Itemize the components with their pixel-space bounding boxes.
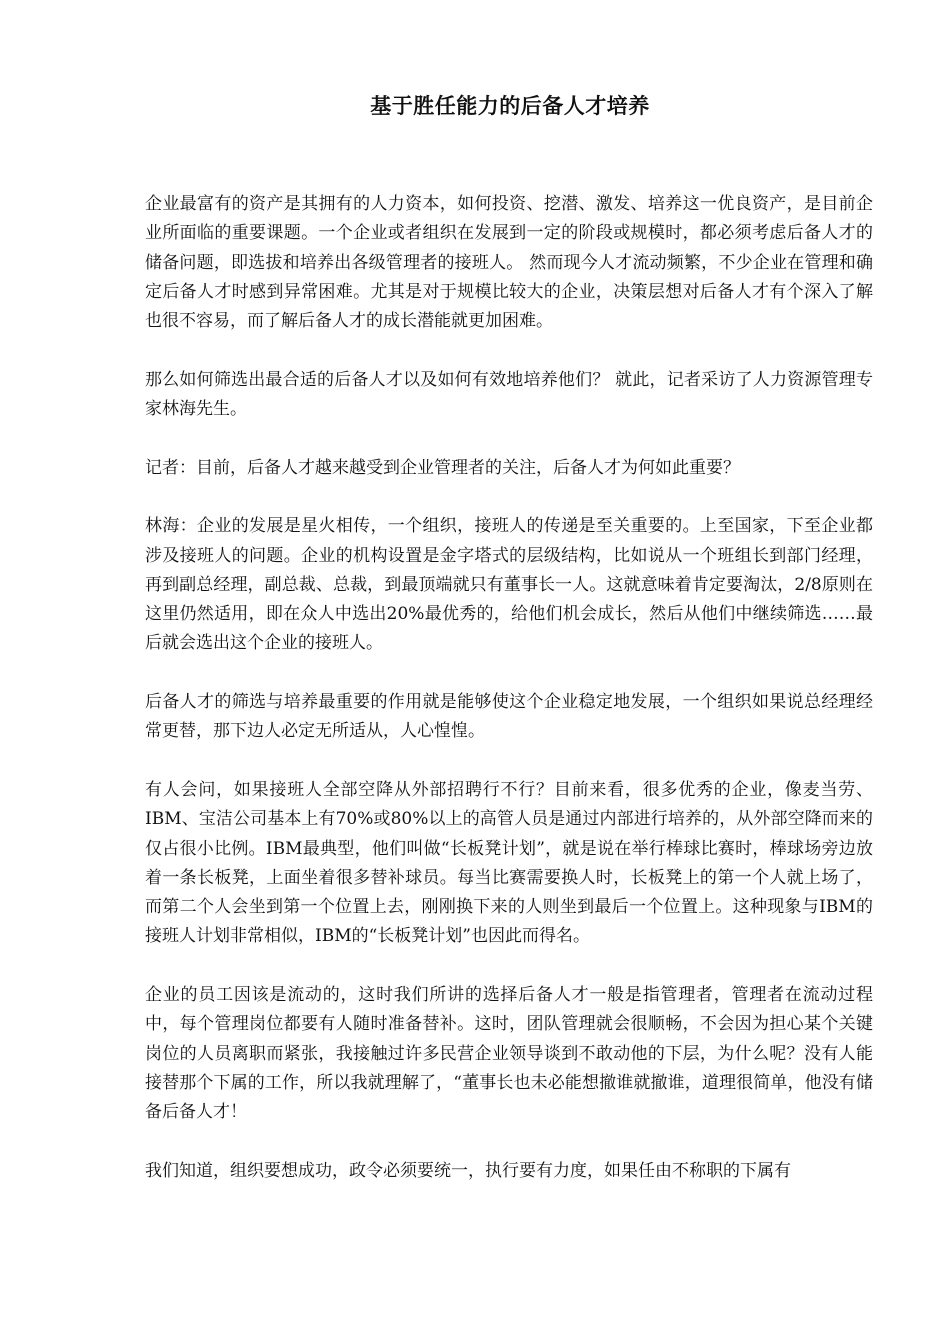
paragraph: 有人会问，如果接班人全部空降从外部招聘行不行？目前来看，很多优秀的企业，像麦当劳、IBM、宝洁公司基本上有70%或80%以上的高管人员是通过内部进行培养的，从外部空降而来的仅占很小比例。IBM最典型，他们叫做“长板凳计划”，就是说在举行棒球比赛时，棒球场旁边放着一条长板凳，上面坐着很多替补球员。每当比赛需要换人时，长板凳上的第一个人就上场了，而第二个人会坐到第一个位置上去，刚刚换下来的人则坐到最后一个位置上。这种现象与IBM的接班人计划非常相似，IBM的“长板凳计划”也因此而得名。 <box>145 779 873 947</box>
paragraph: 林海：企业的发展是星火相传，一个组织，接班人的传递是至关重要的。上至国家，下至企业都涉及接班人的问题。企业的机构设置是金字塔式的层级结构，比如说从一个班组长到部门经理，再到副总经理，副总裁、总裁，到最顶端就只有董事长一人。这就意味着肯定要淘汰，2/8原则在这里仍然适用，即在众人中选出20%最优秀的，给他们机会成长，然后从他们中继续筛选……最后就会选出这个企业的接班人。 <box>145 516 873 654</box>
document-body <box>145 190 873 1215</box>
paragraph: 企业的员工因该是流动的，这时我们所讲的选择后备人才一般是指管理者，管理者在流动过程中，每个管理岗位都要有人随时准备替补。这时，团队管理就会很顺畅，不会因为担心某个关键岗位的人员离职而紧张，我接触过许多民营企业领导谈到不敢动他的下层，为什么呢？没有人能接替那个下属的工作，所以我就理解了，“董事长也未必能想撤谁就撤谁，道理很简单，他没有储备后备人才！ <box>145 985 873 1123</box>
paragraph: 那么如何筛选出最合适的后备人才以及如何有效地培养他们？ 就此，记者采访了人力资源管理专家林海先生。 <box>145 369 873 420</box>
paragraph: 我们知道，组织要想成功，政令必须要统一，执行要有力度，如果任由不称职的下属有 <box>145 1160 791 1181</box>
document-title: 基于胜任能力的后备人才培养 <box>370 94 650 118</box>
paragraph: 记者：目前，后备人才越来越受到企业管理者的关注，后备人才为何如此重要？ <box>145 457 740 478</box>
paragraph: 企业最富有的资产是其拥有的人力资本，如何投资、挖潜、激发、培养这一优良资产，是目前企业所面临的重要课题。一个企业或者组织在发展到一定的阶段或规模时，都必须考虑后备人才的储备问题，即选拔和培养出各级管理者的接班人。 然而现今人才流动频繁，不少企业在管理和确定后备人才时感到异常困难。尤其是对于规模比较大的企业，决策层想对后备人才有个深入了解也很不容易，而了解后备人才的成长潜能就更加困难。 <box>145 194 873 332</box>
paragraph: 后备人才的筛选与培养最重要的作用就是能够使这个企业稳定地发展，一个组织如果说总经理经常更替，那下边人必定无所适从，人心惶惶。 <box>145 692 873 742</box>
